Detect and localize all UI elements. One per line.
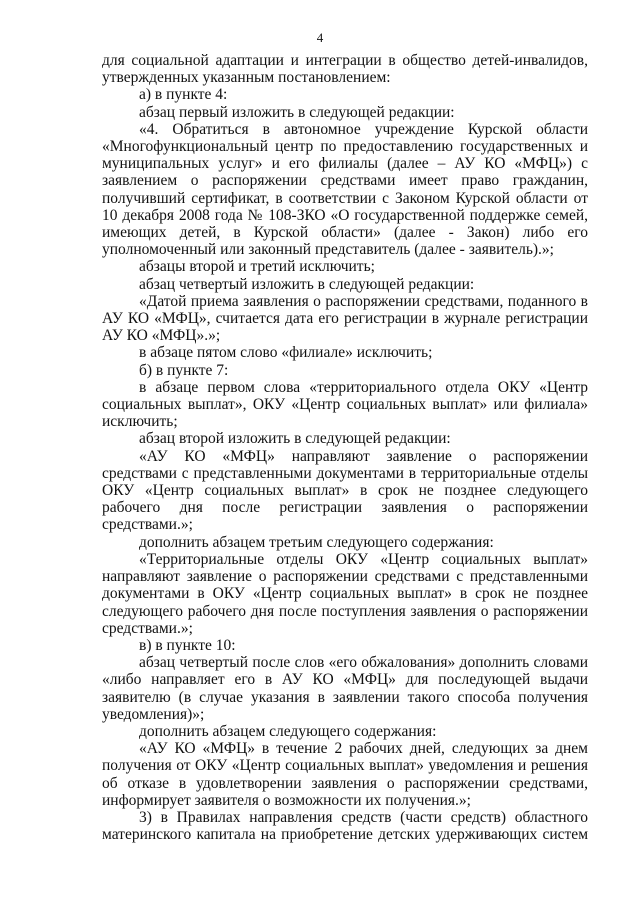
paragraph: в) в пункте 10: bbox=[139, 636, 236, 654]
document-body bbox=[102, 52, 588, 843]
paragraph: 3) в Правилах направления средств (части средств) областного материнского капитала на приобретение детских удерживающих систем bbox=[102, 808, 588, 844]
paragraph: абзац четвертый после слов «его обжалования» дополнить словами «либо направляет его в АУ КО «МФЦ» для последующей выдачи заявителю (в случае указания в заявлении такого способа получения уведомления)»; bbox=[102, 654, 588, 723]
paragraph: абзац первый изложить в следующей редакции: bbox=[139, 103, 455, 121]
paragraph: дополнить абзацем третьим следующего содержания: bbox=[139, 533, 494, 551]
paragraph: «Датой приема заявления о распоряжении средствами, поданного в АУ КО «МФЦ», считается дата его регистрации в журнале регистрации АУ КО «МФЦ».»; bbox=[102, 292, 588, 345]
paragraph: для социальной адаптации и интеграции в общество детей-инвалидов, утвержденных указанным постановлением: bbox=[102, 52, 588, 87]
paragraph: абзац второй изложить в следующей редакции: bbox=[139, 430, 451, 448]
paragraph: «Территориальные отделы ОКУ «Центр социальных выплат» направляют заявление о распоряжении средствами с представленными документами в ОКУ «Центр социальных выплат» в срок не позднее следующего рабочего дня после поступления заявления о распоряжении средствами.»; bbox=[102, 550, 588, 637]
paragraph: «АУ КО «МФЦ» направляют заявление о распоряжении средствами с представленными документами в территориальные отделы ОКУ «Центр социальных выплат» в срок не позднее следующего рабочего дня после регистрации заявления о распоряжении средствами.»; bbox=[102, 447, 588, 534]
paragraph: дополнить абзацем следующего содержания: bbox=[139, 722, 437, 740]
paragraph: в абзаце пятом слово «филиале» исключить; bbox=[139, 344, 433, 362]
paragraph: абзац четвертый изложить в следующей редакции: bbox=[139, 275, 475, 293]
paragraph: «АУ КО «МФЦ» в течение 2 рабочих дней, следующих за днем получения от ОКУ «Центр социальных выплат» уведомления и решения об отказе в удовлетворении заявления о распоряжении средствами, информирует заявителя о возможности их получения.»; bbox=[102, 740, 588, 809]
paragraph: а) в пункте 4: bbox=[139, 86, 228, 104]
paragraph: «4. Обратиться в автономное учреждение Курской области «Многофункциональный центр по предоставлению государственных и муниципальных услуг» и его филиалы (далее – АУ КО «МФЦ») с заявлением о распоряжении средствами имеет право гражданин, получивший сертификат, в соответствии с Законом Курской области от 10 декабря 2008 года № 108-ЗКО «О государственной поддержке семей, имеющих детей, в Курской области» (далее - Закон) либо его уполномоченный или законный представитель (далее - заявитель).»; bbox=[102, 120, 588, 259]
page-number: 4 bbox=[316, 30, 324, 45]
paragraph: в абзаце первом слова «территориального отдела ОКУ «Центр социальных выплат», ОКУ «Центр социальных выплат» или филиала» исключить; bbox=[102, 378, 588, 431]
paragraph: б) в пункте 7: bbox=[139, 361, 229, 379]
paragraph: абзацы второй и третий исключить; bbox=[139, 258, 375, 276]
